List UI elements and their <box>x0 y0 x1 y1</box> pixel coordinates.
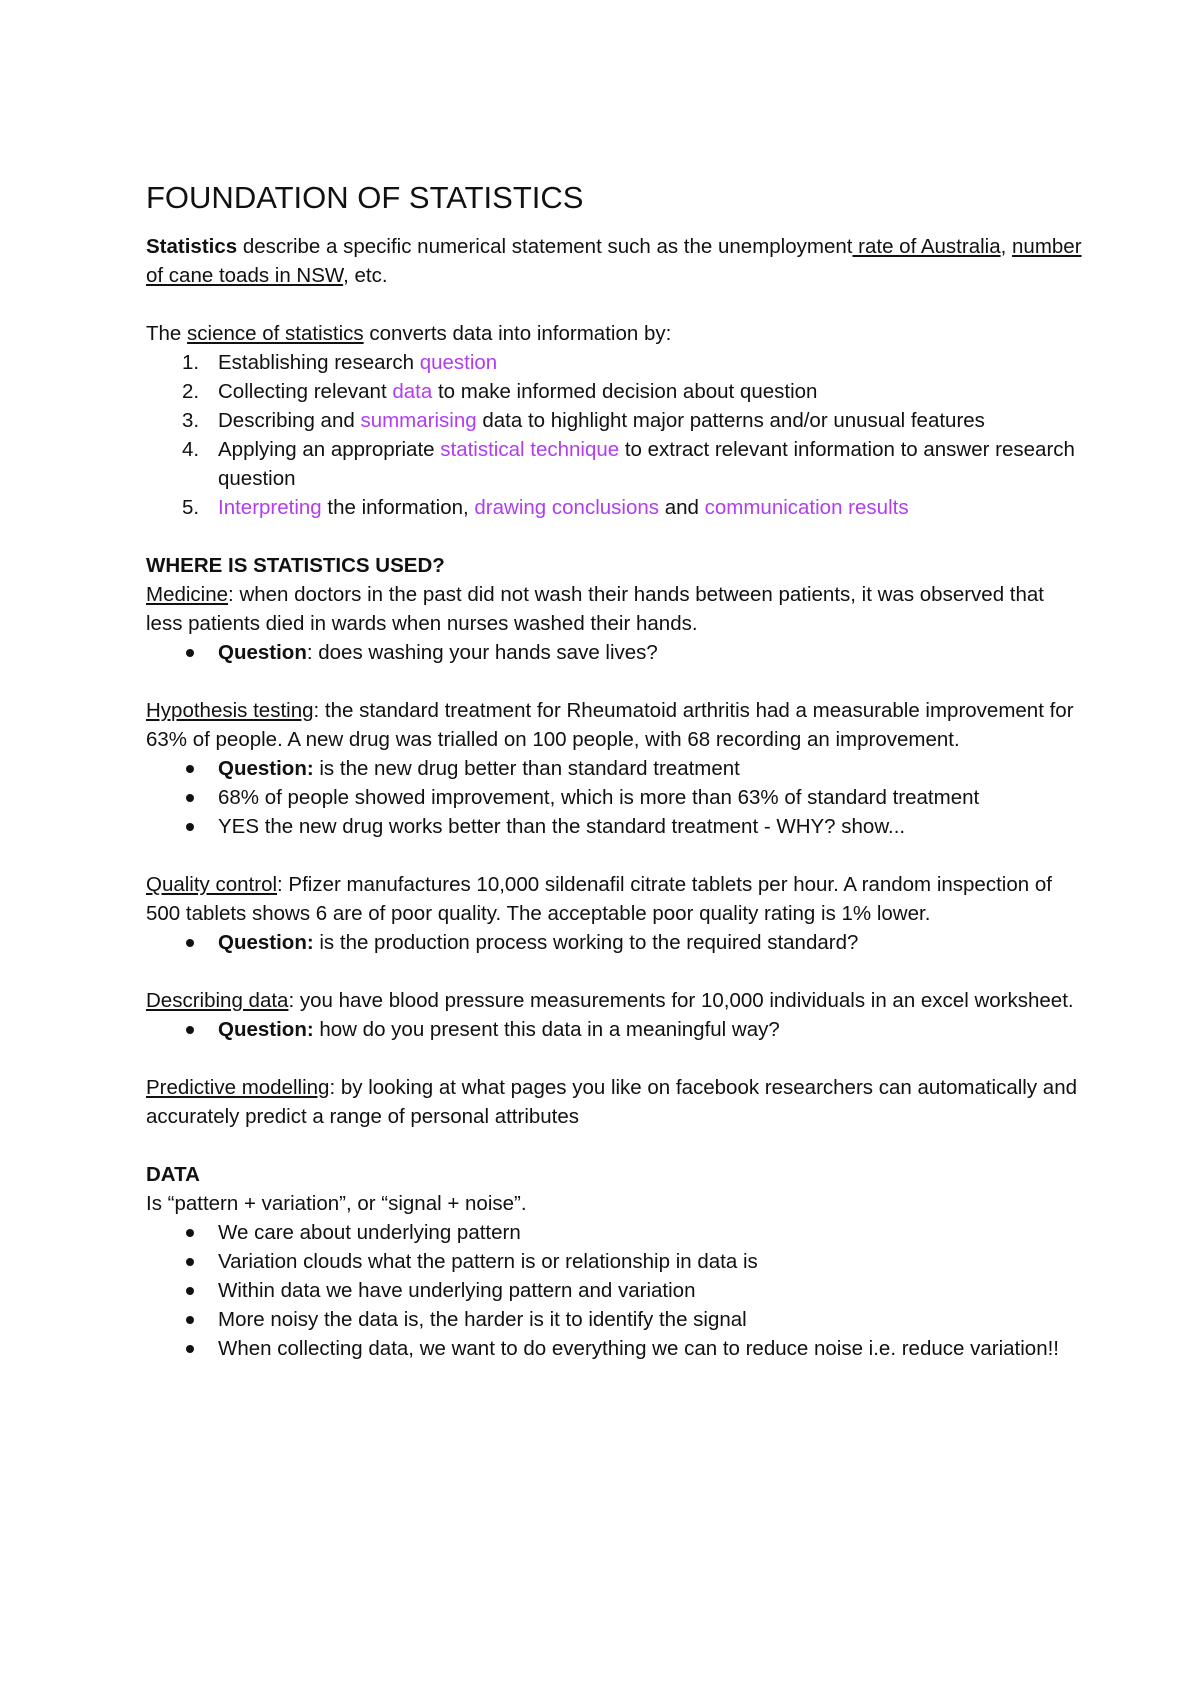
hypothesis-bullets <box>146 754 1086 841</box>
data-bullets <box>146 1218 1086 1363</box>
list-item: Within data we have underlying pattern and variation <box>146 1276 1086 1305</box>
quality-label: Quality control <box>146 873 278 896</box>
list-item: Variation clouds what the pattern is or relationship in data is <box>146 1247 1086 1276</box>
medicine-bullets <box>146 638 1086 667</box>
hypothesis-paragraph: Hypothesis testing: the standard treatment for Rheumatoid arthritis had a measurable improvement for 63% of people. A new drug was trialled on 100 people, with 68 recording an improvement. <box>146 699 1074 751</box>
medicine-paragraph: Medicine: when doctors in the past did not wash their hands between patients, it was observed that less patients died in wards when nurses washed their hands. <box>146 583 1044 635</box>
predictive-paragraph: Predictive modelling: by looking at what pages you like on facebook researchers can automatically and accurately predict a range of personal attributes <box>146 1076 1078 1128</box>
bullet-icon <box>186 649 194 657</box>
intro-underline-toads: number of cane toads in NSW <box>146 235 1082 287</box>
bullet-icon <box>186 939 194 947</box>
list-item: YES the new drug works better than the standard treatment - WHY? show... <box>146 812 1086 841</box>
intro-paragraph: Statistics describe a specific numerical statement such as the unemployment rate of Australia, number of cane toads in NSW, etc. <box>146 235 1082 287</box>
predictive-label: Predictive modelling <box>146 1076 330 1099</box>
list-item: Question: does washing your hands save lives? <box>146 638 1086 667</box>
list-item: We care about underlying pattern <box>146 1218 1086 1247</box>
quality-paragraph: Quality control: Pfizer manufactures 10,000 sildenafil citrate tablets per hour. A random inspection of 500 tablets shows 6 are of poor quality. The acceptable poor quality rating is 1% lower. <box>146 873 1052 925</box>
describing-bullets <box>146 1015 1086 1044</box>
bullet-icon <box>186 1026 194 1034</box>
document-body <box>146 178 1086 1363</box>
page-title: FOUNDATION OF STATISTICS <box>146 180 584 215</box>
describing-paragraph: Describing data: you have blood pressure measurements for 10,000 individuals in an excel worksheet. <box>146 989 1074 1012</box>
section-heading-where: WHERE IS STATISTICS USED? <box>146 554 445 577</box>
bullet-icon <box>186 1287 194 1295</box>
science-paragraph: The science of statistics converts data into information by: <box>146 322 672 345</box>
bullet-icon <box>186 1229 194 1237</box>
list-item: 68% of people showed improvement, which is more than 63% of standard treatment <box>146 783 1086 812</box>
bullet-icon <box>186 823 194 831</box>
list-item: 2. Collecting relevant data to make informed decision about question <box>182 380 818 403</box>
intro-bold-term: Statistics <box>146 235 238 258</box>
describing-label: Describing data <box>146 989 289 1012</box>
bullet-icon <box>186 794 194 802</box>
list-item: Question: how do you present this data in a meaningful way? <box>146 1015 1086 1044</box>
intro-text: describe a specific numerical statement such as the unemployment <box>237 235 853 258</box>
list-item: Question: is the new drug better than standard treatment <box>146 754 1086 783</box>
bullet-icon <box>186 1258 194 1266</box>
steps-list <box>146 348 1086 522</box>
bullet-icon <box>186 1316 194 1324</box>
list-item: Question: is the production process working to the required standard? <box>146 928 1086 957</box>
science-underline: science of statistics <box>187 322 364 345</box>
section-heading-data: DATA <box>146 1163 200 1186</box>
list-item: 4. Applying an appropriate statistical technique to extract relevant information to answer research question <box>182 438 1075 490</box>
hypothesis-label: Hypothesis testing <box>146 699 314 722</box>
bullet-icon <box>186 765 194 773</box>
list-item: 5. Interpreting the information, drawing conclusions and communication results <box>182 496 909 519</box>
quality-bullets <box>146 928 1086 957</box>
list-item: 1. Establishing research question <box>182 351 498 374</box>
data-intro: Is “pattern + variation”, or “signal + noise”. <box>146 1192 527 1215</box>
list-item: 3. Describing and summarising data to highlight major patterns and/or unusual features <box>182 409 985 432</box>
medicine-label: Medicine <box>146 583 229 606</box>
bullet-icon <box>186 1345 194 1353</box>
list-item: More noisy the data is, the harder is it to identify the signal <box>146 1305 1086 1334</box>
list-item: When collecting data, we want to do everything we can to reduce noise i.e. reduce variation!! <box>146 1334 1086 1363</box>
intro-underline-rate: rate of Australia <box>852 235 1001 258</box>
